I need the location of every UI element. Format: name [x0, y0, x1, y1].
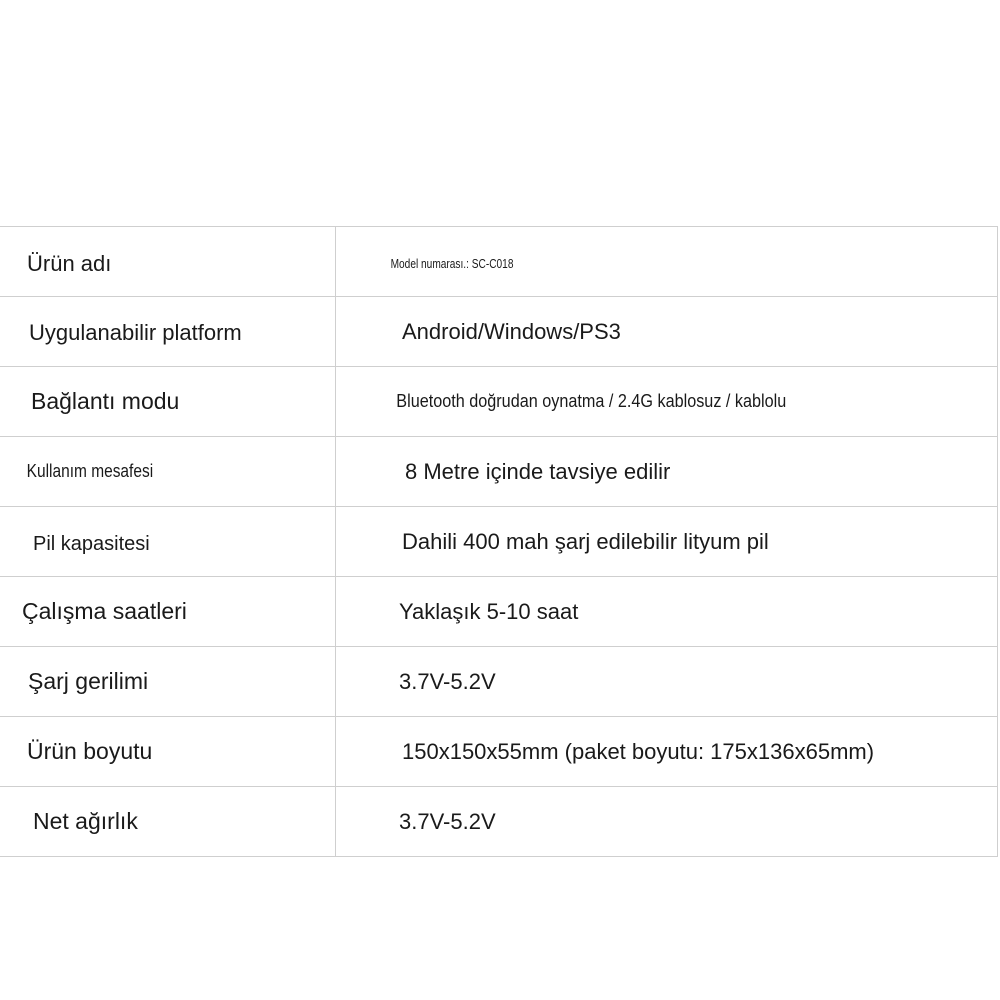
table-row	[0, 227, 998, 297]
row-value-cell	[336, 227, 998, 297]
table-row	[0, 437, 998, 507]
row-value: 3.7V-5.2V	[399, 808, 496, 834]
row-label-cell	[0, 367, 336, 437]
row-value: 3.7V-5.2V	[399, 668, 496, 694]
row-value: Bluetooth doğrudan oynatma / 2.4G kablosuz / kablolu	[396, 391, 787, 411]
row-value: Yaklaşık 5-10 saat	[399, 598, 579, 624]
row-label: Ürün adı	[27, 250, 112, 276]
row-value-cell	[336, 787, 998, 857]
row-label: Şarj gerilimi	[28, 668, 149, 694]
row-value-cell	[336, 297, 998, 367]
row-value-cell	[336, 367, 998, 437]
row-label-cell	[0, 717, 336, 787]
row-value-cell	[336, 577, 998, 647]
table-row	[0, 507, 998, 577]
row-value-cell	[336, 717, 998, 787]
row-label: Ürün boyutu	[27, 738, 153, 764]
row-value: 8 Metre içinde tavsiye edilir	[405, 458, 671, 484]
table-row	[0, 647, 998, 717]
table-row	[0, 297, 998, 367]
row-value: Android/Windows/PS3	[402, 318, 621, 344]
row-label: Pil kapasitesi	[33, 533, 150, 555]
row-label-cell	[0, 647, 336, 717]
spec-table	[0, 226, 998, 857]
row-value: 150x150x55mm (paket boyutu: 175x136x65mm)	[402, 738, 875, 764]
row-label-cell	[0, 507, 336, 577]
row-label: Bağlantı modu	[31, 388, 180, 414]
row-value-cell	[336, 507, 998, 577]
table-row	[0, 717, 998, 787]
row-value: Dahili 400 mah şarj edilebilir lityum pil	[402, 528, 769, 554]
row-label: Çalışma saatleri	[22, 598, 187, 624]
row-label: Uygulanabilir platform	[29, 319, 242, 345]
row-value-cell	[336, 647, 998, 717]
row-label-cell	[0, 577, 336, 647]
row-value: Model numarası.: SC-C018	[390, 255, 514, 271]
row-value-cell	[336, 437, 998, 507]
table-row	[0, 367, 998, 437]
table-row	[0, 787, 998, 857]
row-label-cell	[0, 787, 336, 857]
row-label: Kullanım mesafesi	[26, 461, 154, 481]
row-label-cell	[0, 297, 336, 367]
row-label-cell	[0, 227, 336, 297]
row-label: Net ağırlık	[33, 808, 138, 834]
table-row	[0, 577, 998, 647]
row-label-cell	[0, 437, 336, 507]
